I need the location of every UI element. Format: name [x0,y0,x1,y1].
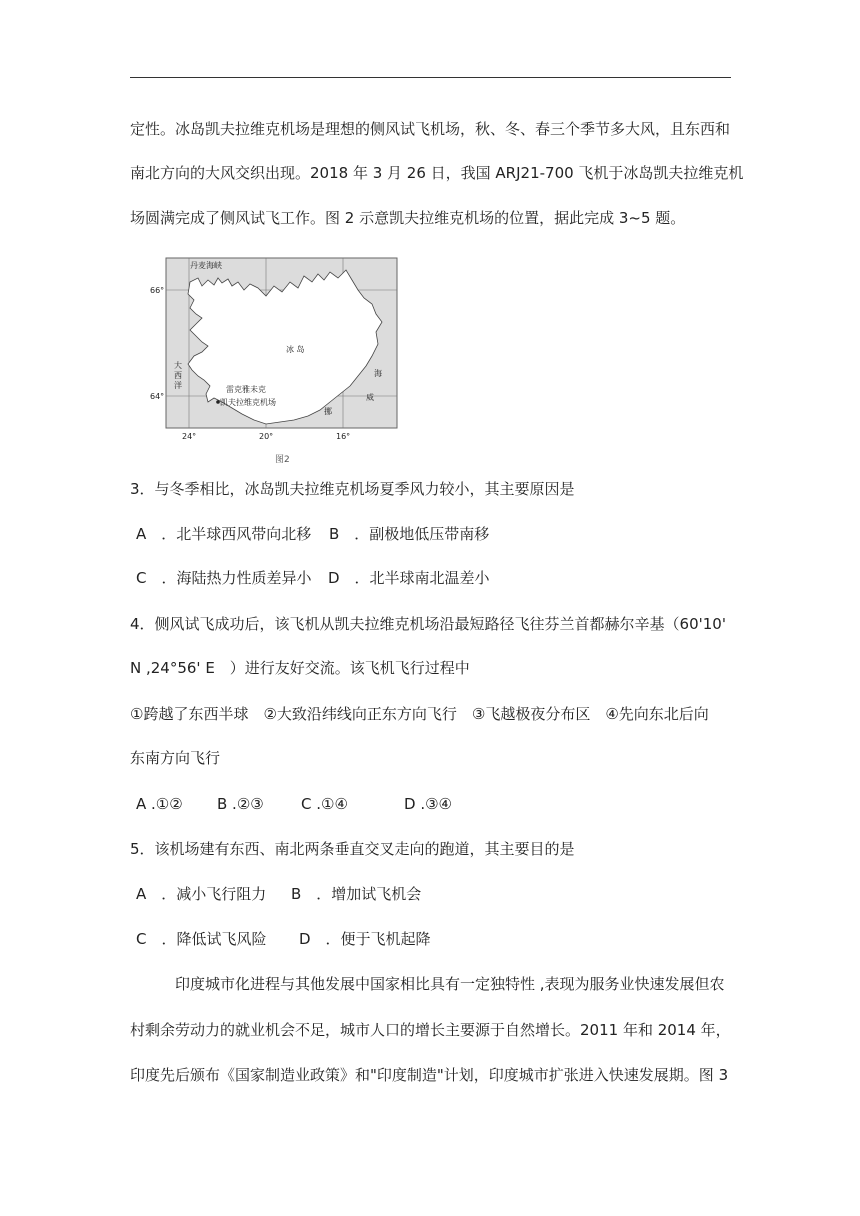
q4-option-d: D .③④ [404,795,452,813]
label-airport: 凯夫拉维克机场 [220,398,276,407]
q4-items-1: ①跨越了东西半球 ②大致沿纬线向正东方向飞行 ③飞越极夜分布区 ④先向东北后向 [130,705,709,723]
label-island: 冰 岛 [286,345,305,354]
intro-line-3: 场圆满完成了侧风试飞工作。图 2 示意凯夫拉维克机场的位置，据此完成 3~5 题。 [130,209,686,227]
q3-option-c: C ．海陆热力性质差异小 [136,569,312,587]
iceland-map [150,252,402,448]
india-line-2: 村剩余劳动力的就业机会不足，城市人口的增长主要源于自然增长。2011 年和 2014 年， [130,1021,731,1039]
intro-line-1: 定性。冰岛凯夫拉维克机场是理想的侧风试飞机场，秋、冬、春三个季节多大风，且东西和 [130,120,731,138]
label-strait: 丹麦海峡 [190,261,222,270]
q3-option-a: A ．北半球西风带向北移 [136,525,312,543]
q4-option-a: A .①② [136,795,183,813]
airport-marker [216,400,220,404]
q4-stem-1: 4．侧风试飞成功后，该飞机从凯夫拉维克机场沿最短路径飞往芬兰首都赫尔辛基（60'10' [130,615,726,633]
q4-option-c: C .①④ [301,795,348,813]
lon-16: 16° [336,432,351,441]
lon-20: 20° [259,432,274,441]
q3-stem: 3．与冬季相比，冰岛凯夫拉维克机场夏季风力较小，其主要原因是 [130,480,575,498]
q5-option-d: D ．便于飞机起降 [299,930,431,948]
label-atlantic-3: 洋 [174,381,182,390]
lat-66: 66° [150,286,165,295]
lat-64: 64° [150,392,165,401]
q5-stem: 5．该机场建有东西、南北两条垂直交叉走向的跑道，其主要目的是 [130,840,575,858]
label-norw-2: 威 [366,393,374,402]
intro-line-2: 南北方向的大风交织出现。2018 年 3 月 26 日，我国 ARJ21-700 飞机于冰岛凯夫拉维克机 [130,164,744,182]
label-reykjavik: 雷克雅未克 [226,385,266,394]
label-atlantic-1: 大 [174,361,182,370]
q5-option-a: A ．减小飞行阻力 [136,885,267,903]
label-norw-3: 海 [374,369,382,378]
india-line-3: 印度先后颁布《国家制造业政策》和"印度制造"计划，印度城市扩张进入快速发展期。图 3 [130,1066,729,1084]
q3-option-b: B ．副极地低压带南移 [329,525,490,543]
header-rule [130,77,731,78]
q5-option-c: C ．降低试飞风险 [136,930,267,948]
label-atlantic-2: 西 [174,371,182,380]
india-line-1: 印度城市化进程与其他发展中国家相比具有一定独特性 ,表现为服务业快速发展但农 [175,975,725,993]
q4-items-2: 东南方向飞行 [130,749,221,767]
q4-option-b: B .②③ [217,795,264,813]
q5-option-b: B ．增加试飞机会 [291,885,422,903]
label-norw-1: 挪 [324,407,332,416]
q4-stem-2: N ,24°56' E ）进行友好交流。该飞机飞行过程中 [130,659,470,677]
map-caption: 图2 [275,455,290,465]
lon-24: 24° [182,432,197,441]
q3-option-d: D ．北半球南北温差小 [328,569,490,587]
